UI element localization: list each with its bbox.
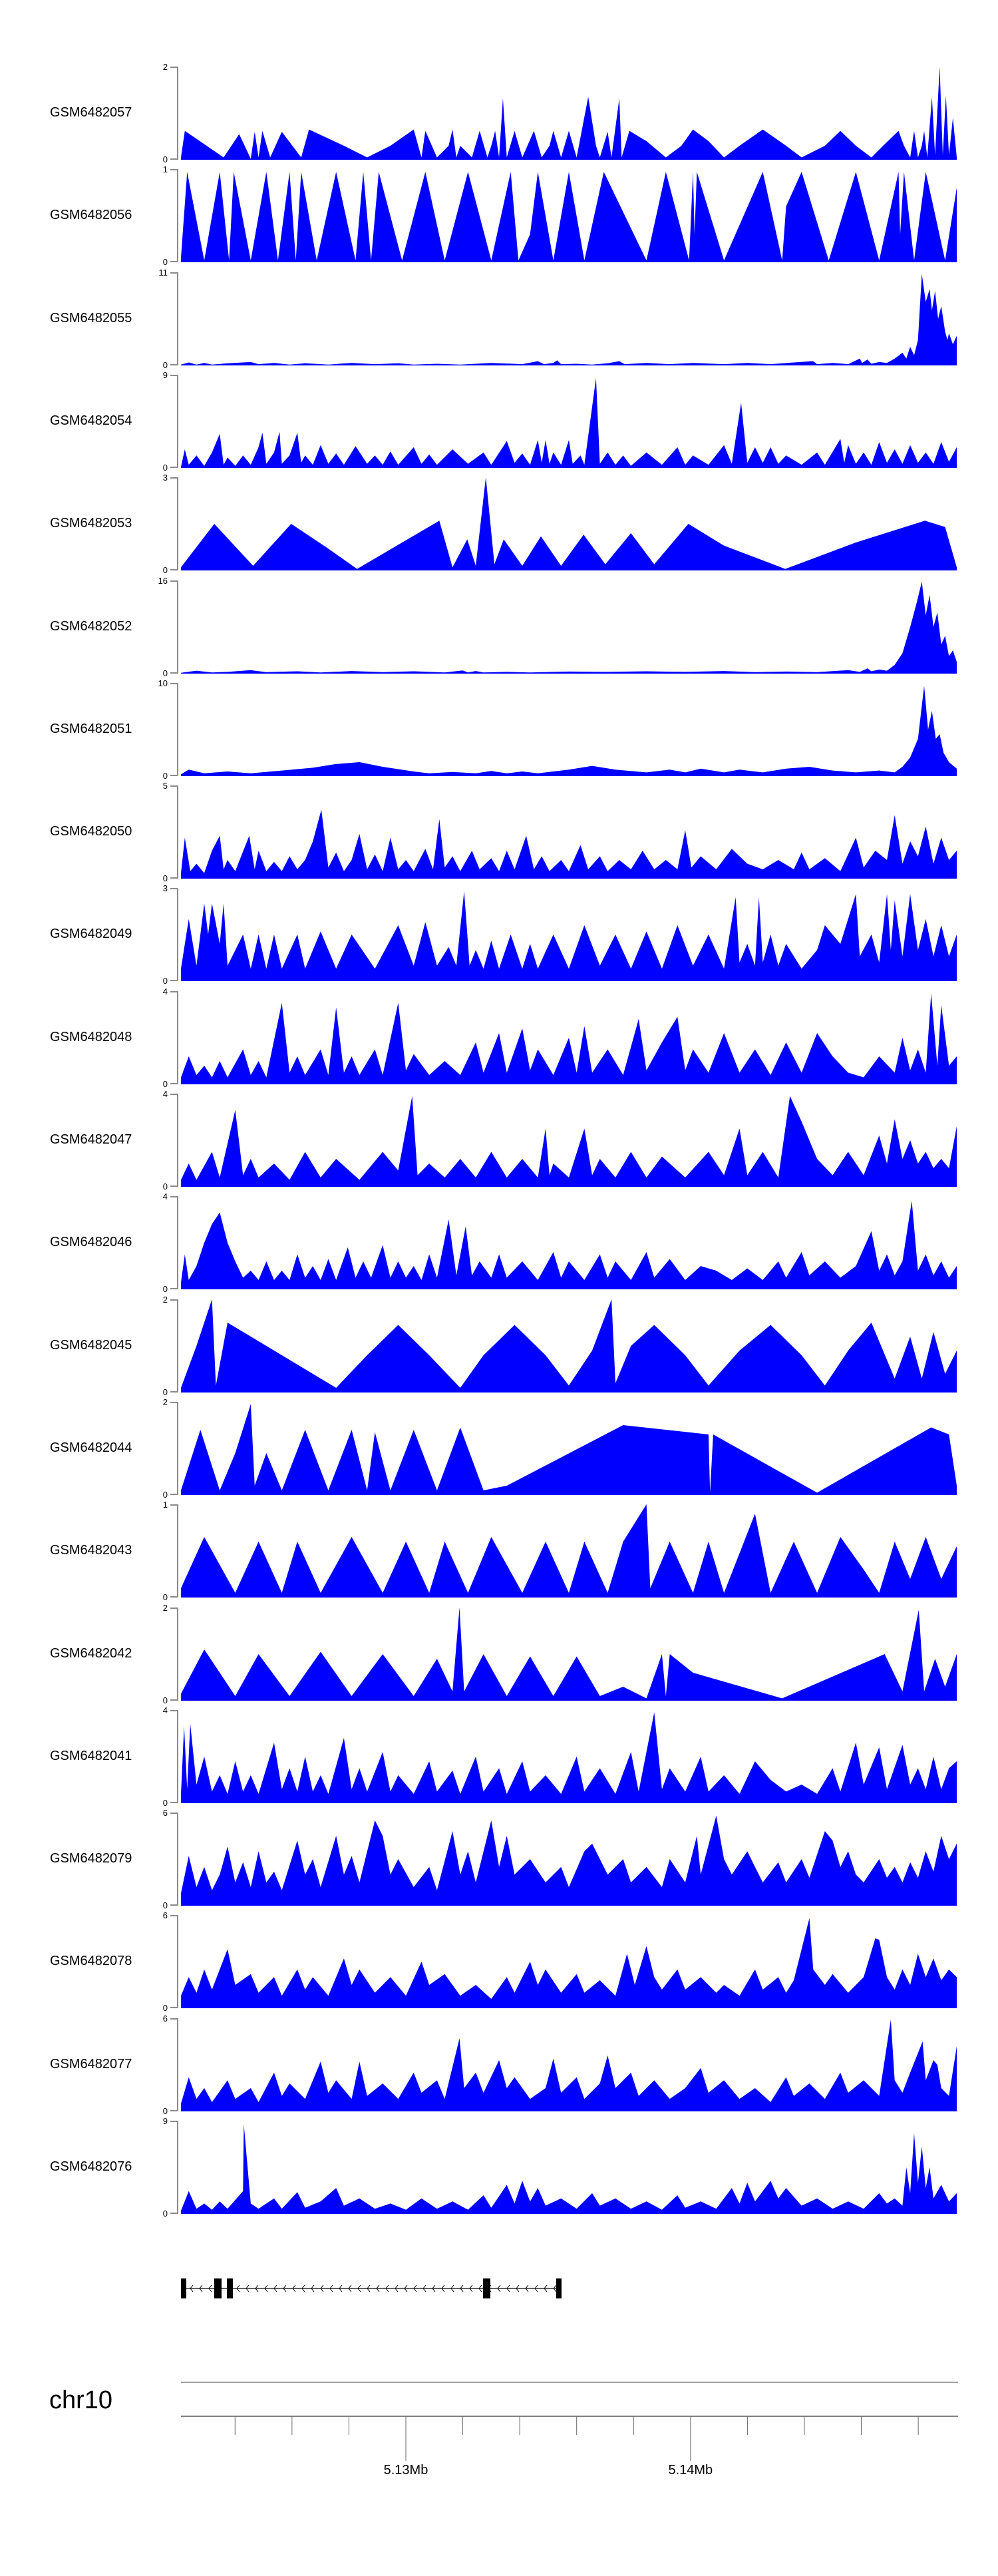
coverage-area-plot xyxy=(181,375,957,468)
y-axis-zero-label: 0 xyxy=(162,2209,168,2219)
coverage-area-polygon xyxy=(181,378,957,468)
coverage-area-polygon xyxy=(181,686,957,776)
y-axis-bracket xyxy=(177,785,178,879)
exon-rect xyxy=(227,2278,233,2298)
y-axis-zero-label: 0 xyxy=(162,668,168,678)
y-axis-bracket xyxy=(177,888,178,981)
y-axis-bottom-tick xyxy=(170,2110,178,2111)
coverage-area-plot xyxy=(181,1299,957,1393)
coverage-area-plot xyxy=(181,1608,957,1701)
coverage-area-plot xyxy=(181,785,957,879)
coverage-area-plot xyxy=(181,888,957,981)
coverage-area-polygon xyxy=(181,993,957,1084)
y-axis-max-label: 3 xyxy=(162,883,168,894)
y-axis-bottom-tick xyxy=(170,467,178,468)
y-axis-bracket xyxy=(177,1196,178,1289)
y-axis-top-tick xyxy=(170,375,178,376)
y-axis-zero-label: 0 xyxy=(162,462,168,473)
y-axis-bottom-tick xyxy=(170,1596,178,1598)
track-label: GSM6482057 xyxy=(50,105,132,120)
y-axis-top-tick xyxy=(170,272,178,274)
y-axis-top-tick xyxy=(170,67,178,68)
track-label: GSM6482078 xyxy=(50,1954,132,1969)
y-axis-top-tick xyxy=(170,477,178,479)
coverage-area-polygon xyxy=(181,1712,957,1803)
coverage-area-plot xyxy=(181,580,957,674)
coverage-area-plot xyxy=(181,1094,957,1187)
coverage-area-plot xyxy=(181,477,957,570)
track-label: GSM6482077 xyxy=(50,2056,132,2071)
y-axis-max-label: 4 xyxy=(162,1089,168,1099)
coverage-area-plot xyxy=(181,1710,957,1803)
y-axis-bracket xyxy=(177,1094,178,1187)
y-axis-max-label: 6 xyxy=(162,1910,168,1921)
y-axis-bottom-tick xyxy=(170,980,178,981)
y-axis-bottom-tick xyxy=(170,2007,178,2008)
coverage-area-plot xyxy=(181,2018,957,2111)
coverage-area-plot xyxy=(181,272,957,365)
y-axis-bracket xyxy=(177,1504,178,1598)
coverage-area-polygon xyxy=(181,1404,957,1495)
y-axis-top-tick xyxy=(170,1813,178,1814)
coverage-area-plot xyxy=(181,1402,957,1495)
y-axis-bracket xyxy=(177,477,178,570)
y-axis-top-tick xyxy=(170,1196,178,1197)
y-axis-zero-label: 0 xyxy=(162,2105,168,2116)
y-axis-bracket xyxy=(177,2018,178,2111)
coverage-area-polygon xyxy=(181,1816,957,1906)
y-axis-zero-label: 0 xyxy=(162,1900,168,1911)
axis-tick-label: 5.13Mb xyxy=(383,2463,428,2477)
track-label: GSM6482079 xyxy=(50,1851,132,1866)
y-axis-bracket xyxy=(177,2121,178,2214)
track-label: GSM6482055 xyxy=(50,310,132,325)
track-label: GSM6482050 xyxy=(50,824,132,839)
y-axis-bottom-tick xyxy=(170,158,178,160)
coverage-area-polygon xyxy=(181,1504,957,1598)
coverage-area-plot xyxy=(181,1504,957,1598)
track-label: GSM6482044 xyxy=(50,1440,132,1455)
axis-tick-label: 5.14Mb xyxy=(668,2463,713,2477)
y-axis-bottom-tick xyxy=(170,1802,178,1803)
y-axis-bottom-tick xyxy=(170,2213,178,2214)
coverage-area-plot xyxy=(181,169,957,262)
y-axis-zero-label: 0 xyxy=(162,2003,168,2014)
y-axis-top-tick xyxy=(170,683,178,684)
track-label: GSM6482048 xyxy=(50,1029,132,1044)
y-axis-zero-label: 0 xyxy=(162,1797,168,1808)
y-axis-zero-label: 0 xyxy=(162,1592,168,1603)
y-axis-max-label: 9 xyxy=(162,369,168,380)
y-axis-top-tick xyxy=(170,785,178,787)
y-axis-bracket xyxy=(177,272,178,365)
coverage-area-polygon xyxy=(181,1201,957,1289)
y-axis-top-tick xyxy=(170,580,178,582)
y-axis-zero-label: 0 xyxy=(162,359,168,370)
y-axis-bracket xyxy=(177,580,178,674)
y-axis-max-label: 1 xyxy=(162,1500,168,1510)
coverage-area-plot xyxy=(181,2121,957,2214)
y-axis-bottom-tick xyxy=(170,672,178,674)
y-axis-zero-label: 0 xyxy=(162,1387,168,1397)
y-axis-max-label: 4 xyxy=(162,1705,168,1715)
genome-axis-track xyxy=(0,2370,998,2536)
y-axis-zero-label: 0 xyxy=(162,565,168,576)
y-axis-bottom-tick xyxy=(170,1494,178,1495)
y-axis-top-tick xyxy=(170,1504,178,1506)
y-axis-max-label: 6 xyxy=(162,1808,168,1819)
coverage-area-polygon xyxy=(181,891,957,981)
coverage-area-polygon xyxy=(181,2124,957,2214)
y-axis-max-label: 3 xyxy=(162,473,168,483)
y-axis-zero-label: 0 xyxy=(162,257,168,268)
y-axis-max-label: 6 xyxy=(162,2013,168,2024)
y-axis-bottom-tick xyxy=(170,1083,178,1084)
exon-rect xyxy=(483,2278,490,2298)
coverage-area-polygon xyxy=(181,2020,957,2111)
coverage-area-polygon xyxy=(181,809,957,879)
y-axis-bottom-tick xyxy=(170,261,178,262)
y-axis-top-tick xyxy=(170,2121,178,2122)
y-axis-max-label: 2 xyxy=(162,1602,168,1613)
coverage-area-polygon xyxy=(181,67,957,160)
coverage-area-polygon xyxy=(181,1096,957,1187)
y-axis-bracket xyxy=(177,67,178,160)
y-axis-max-label: 10 xyxy=(158,678,168,688)
track-label: GSM6482042 xyxy=(50,1645,132,1661)
coverage-area-plot xyxy=(181,1196,957,1289)
y-axis-bottom-tick xyxy=(170,775,178,776)
y-axis-bracket xyxy=(177,169,178,262)
y-axis-zero-label: 0 xyxy=(162,1695,168,1705)
coverage-area-polygon xyxy=(181,477,957,570)
y-axis-top-tick xyxy=(170,1094,178,1095)
y-axis-bottom-tick xyxy=(170,1391,178,1393)
y-axis-max-label: 4 xyxy=(162,986,168,996)
y-axis-top-tick xyxy=(170,1402,178,1403)
chromosome-label: chr10 xyxy=(49,2386,113,2414)
y-axis-zero-label: 0 xyxy=(162,154,168,164)
y-axis-bottom-tick xyxy=(170,1904,178,1906)
y-axis-zero-label: 0 xyxy=(162,1078,168,1089)
y-axis-max-label: 2 xyxy=(162,1294,168,1305)
track-label: GSM6482054 xyxy=(50,413,132,428)
coverage-area-polygon xyxy=(181,1299,957,1393)
y-axis-top-tick xyxy=(170,169,178,170)
y-axis-top-tick xyxy=(170,1608,178,1609)
y-axis-top-tick xyxy=(170,991,178,992)
coverage-area-plot xyxy=(181,1813,957,1906)
coverage-area-plot xyxy=(181,1915,957,2008)
y-axis-max-label: 16 xyxy=(158,575,168,586)
track-label: GSM6482049 xyxy=(50,927,132,942)
y-axis-top-tick xyxy=(170,2018,178,2020)
y-axis-top-tick xyxy=(170,1710,178,1711)
track-label: GSM6482046 xyxy=(50,1235,132,1250)
y-axis-bottom-tick xyxy=(170,1699,178,1701)
y-axis-top-tick xyxy=(170,1299,178,1301)
y-axis-max-label: 4 xyxy=(162,1191,168,1202)
y-axis-max-label: 2 xyxy=(162,1396,168,1407)
y-axis-bracket xyxy=(177,683,178,776)
y-axis-top-tick xyxy=(170,1915,178,1916)
track-label: GSM6482076 xyxy=(50,2159,132,2174)
y-axis-zero-label: 0 xyxy=(162,770,168,781)
y-axis-bottom-tick xyxy=(170,1185,178,1187)
y-axis-bracket xyxy=(177,1608,178,1701)
coverage-area-plot xyxy=(181,683,957,776)
y-axis-zero-label: 0 xyxy=(162,1489,168,1500)
y-axis-zero-label: 0 xyxy=(162,873,168,884)
exon-rect xyxy=(214,2278,222,2298)
exon-rect xyxy=(556,2278,562,2298)
y-axis-max-label: 11 xyxy=(158,267,168,278)
exon-rect xyxy=(181,2278,186,2298)
coverage-area-polygon xyxy=(181,1608,957,1701)
y-axis-bracket xyxy=(177,375,178,468)
y-axis-bracket xyxy=(177,1402,178,1495)
coverage-area-polygon xyxy=(181,1918,957,2008)
y-axis-bottom-tick xyxy=(170,569,178,570)
track-label: GSM6482056 xyxy=(50,208,132,223)
track-label: GSM6482041 xyxy=(50,1748,132,1763)
y-axis-max-label: 1 xyxy=(162,164,168,175)
gene-model-track xyxy=(181,2268,957,2308)
track-label: GSM6482047 xyxy=(50,1132,132,1147)
y-axis-max-label: 9 xyxy=(162,2116,168,2126)
y-axis-zero-label: 0 xyxy=(162,1284,168,1295)
track-label: GSM6482052 xyxy=(50,618,132,634)
y-axis-max-label: 2 xyxy=(162,62,168,72)
track-label: GSM6482045 xyxy=(50,1337,132,1353)
coverage-area-polygon xyxy=(181,274,957,365)
coverage-area-polygon xyxy=(181,172,957,262)
y-axis-max-label: 5 xyxy=(162,781,168,791)
track-label: GSM6482053 xyxy=(50,516,132,531)
y-axis-top-tick xyxy=(170,888,178,889)
y-axis-bracket xyxy=(177,1915,178,2008)
y-axis-bottom-tick xyxy=(170,1288,178,1289)
y-axis-zero-label: 0 xyxy=(162,976,168,986)
track-label: GSM6482043 xyxy=(50,1543,132,1558)
y-axis-bracket xyxy=(177,1299,178,1393)
y-axis-bottom-tick xyxy=(170,364,178,365)
y-axis-bracket xyxy=(177,1813,178,1906)
y-axis-bracket xyxy=(177,991,178,1084)
coverage-area-plot xyxy=(181,991,957,1084)
y-axis-bracket xyxy=(177,1710,178,1803)
track-label: GSM6482051 xyxy=(50,721,132,736)
coverage-area-plot xyxy=(181,67,957,160)
y-axis-zero-label: 0 xyxy=(162,1181,168,1191)
coverage-area-polygon xyxy=(181,581,957,673)
y-axis-bottom-tick xyxy=(170,877,178,879)
